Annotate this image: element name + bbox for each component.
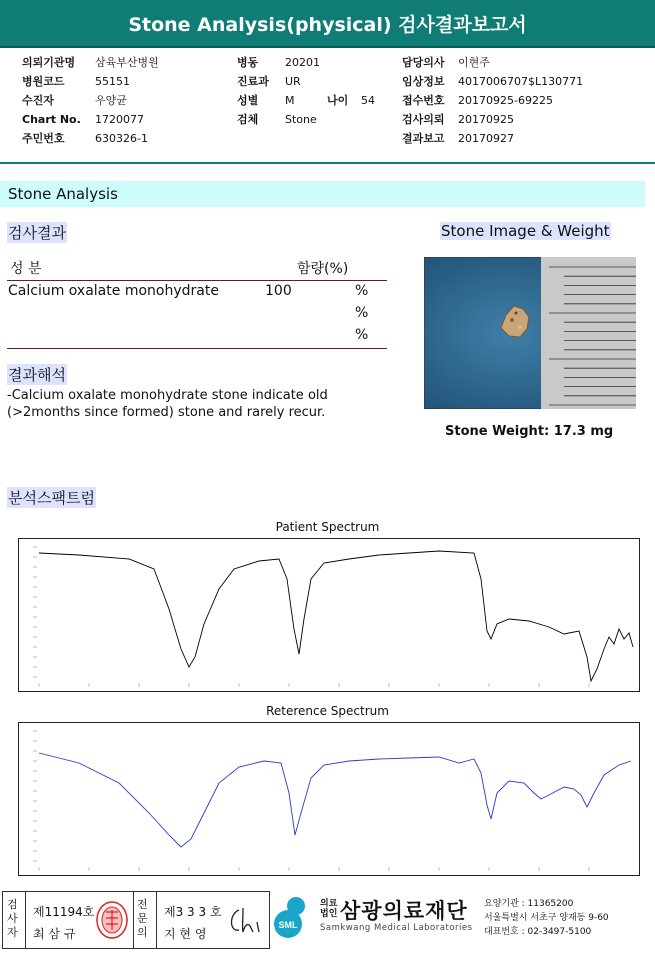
info-value: Stone — [285, 113, 317, 126]
inspector-name: 최 삼 규 — [33, 927, 76, 941]
result-heading: 검사결과 — [8, 224, 66, 242]
logo-text: SML — [278, 920, 298, 930]
result-rows — [7, 281, 387, 348]
info-value: 55151 — [95, 75, 130, 88]
result-table — [7, 257, 387, 349]
reference-spectrum-title: Reterence Spectrum — [266, 704, 389, 718]
component-unit: % — [355, 327, 369, 343]
info-value: 이현주 — [458, 56, 490, 69]
org-address: 서울특별시 서초구 양재동 9-60 — [484, 913, 609, 923]
info-key: 병동 — [237, 56, 259, 69]
org-contact — [484, 897, 609, 939]
specialist-license: 제3 3 3 호 — [164, 905, 222, 919]
info-key: 진료과 — [237, 75, 269, 88]
info-key: 주민번호 — [22, 132, 65, 145]
specialist-label: 전문의 — [137, 898, 148, 939]
info-value: M — [285, 94, 295, 107]
reference-spectrum-line — [39, 753, 631, 847]
info-value: 1720077 — [95, 113, 144, 126]
content-col-header: 함량(%) — [297, 261, 349, 277]
stone-weight — [445, 424, 613, 439]
org-code: 요양기관 : 11365200 — [484, 899, 574, 909]
component-value: 100 — [265, 283, 292, 299]
image-weight-heading: Stone Image & Weight — [441, 222, 610, 240]
inspector-label: 검사자 — [7, 898, 18, 939]
info-value: 4017006707$L130771 — [458, 75, 584, 88]
seal-stamp — [95, 900, 129, 940]
component-unit: % — [355, 305, 369, 321]
info-key: Chart No. — [22, 113, 81, 126]
info-key: 접수번호 — [402, 94, 445, 107]
spectrum-heading: 분석스팩트럼 — [8, 489, 95, 507]
info-value: 630326-1 — [95, 132, 148, 145]
info-key: 의뢰기관명 — [22, 56, 76, 69]
info-key: 병원코드 — [22, 75, 65, 88]
report-title: Stone Analysis(physical) 검사결과보고서 — [128, 13, 527, 36]
info-key: 임상정보 — [402, 75, 445, 88]
info-key: 담당의사 — [402, 56, 445, 69]
info-key: 검체 — [237, 113, 259, 126]
divider — [133, 892, 134, 948]
info-key: 결과보고 — [402, 132, 445, 145]
info-key: 성별 — [237, 94, 259, 107]
stone-analysis-heading: Stone Analysis — [0, 181, 645, 207]
component-unit: % — [355, 283, 369, 299]
org-name: 삼광의료재단 — [340, 899, 468, 923]
weight-unit: mg — [590, 424, 614, 439]
component-name: Calcium oxalate monohydrate — [8, 283, 219, 299]
reference-spectrum-plot — [18, 722, 640, 876]
age-key: 나이 — [327, 94, 349, 107]
weight-label: Stone Weight: — [445, 424, 550, 439]
org-phone: 대표번호 : 02-3497-5100 — [484, 927, 592, 937]
age-value: 54 — [361, 94, 375, 107]
inspector-license: 제11194호 — [33, 905, 95, 919]
patient-spectrum-title: Patient Spectrum — [275, 520, 380, 534]
signature — [225, 902, 265, 938]
org-prefix-2: 법인 — [320, 909, 338, 919]
patient-spectrum-plot — [18, 538, 640, 692]
specialist-name: 지 현 영 — [164, 927, 207, 941]
org-prefix-1: 의료 — [320, 899, 338, 909]
info-value: 20170925 — [458, 113, 514, 126]
info-key: 검사의뢰 — [402, 113, 445, 126]
divider — [156, 892, 157, 948]
info-value: 우양균 — [95, 94, 127, 107]
signature-box — [2, 891, 270, 949]
interpretation-line-2: (>2months since formed) stone and rarely recur. — [7, 405, 326, 420]
info-key: 수진자 — [22, 94, 54, 107]
patient-info-block — [0, 50, 655, 164]
divider — [25, 892, 26, 948]
interpretation-line-1: -Calcium oxalate monohydrate stone indicate old — [7, 388, 328, 403]
info-value: 20201 — [285, 56, 320, 69]
stone-photo — [424, 257, 636, 409]
sml-logo-icon — [272, 894, 314, 940]
info-value: UR — [285, 75, 301, 88]
info-value: 삼육부산병원 — [95, 56, 159, 69]
report-title-bar — [0, 0, 655, 48]
org-prefix — [320, 899, 337, 919]
interpretation-text — [7, 387, 328, 421]
table-bottom-rule — [7, 348, 387, 349]
component-col-header: 성 분 — [10, 261, 42, 277]
interpretation-heading: 결과해석 — [8, 366, 66, 384]
patient-spectrum-line — [39, 551, 633, 681]
org-english-name: Samkwang Medical Laboratories — [320, 923, 473, 933]
info-value: 20170927 — [458, 132, 514, 145]
info-value: 20170925-69225 — [458, 94, 553, 107]
weight-value: 17.3 — [553, 424, 586, 439]
